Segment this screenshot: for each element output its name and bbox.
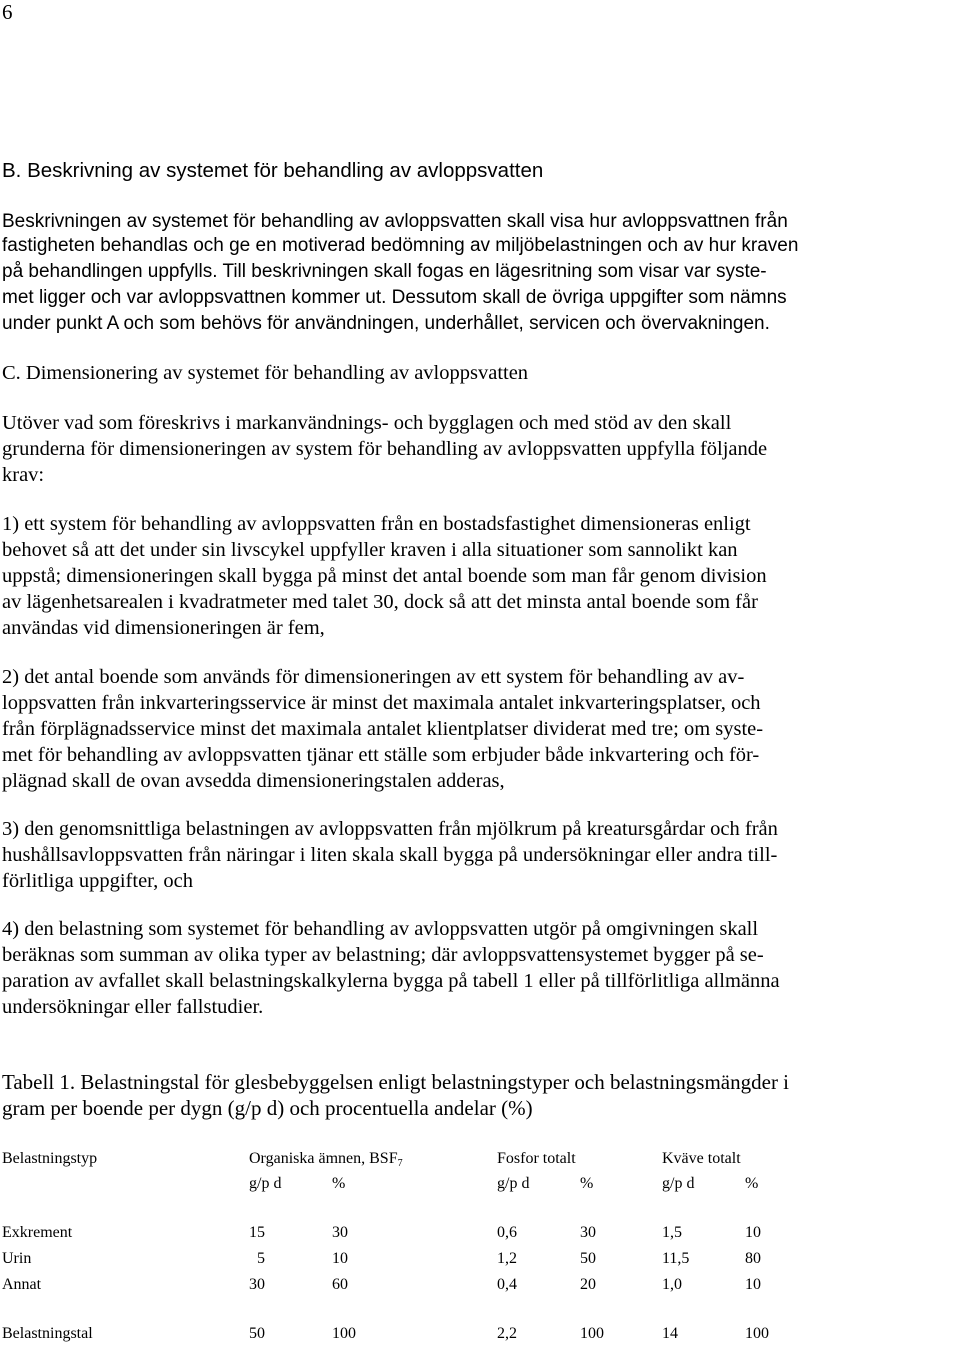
table-cell: 80 [745, 1250, 761, 1267]
section-c-intro-line: krav: [2, 464, 45, 486]
table-cell: 50 [249, 1325, 265, 1342]
table-unit: g/p d [497, 1175, 530, 1192]
table-cell: 2,2 [497, 1325, 517, 1342]
table-cell: 30 [580, 1224, 596, 1241]
table-cell: 30 [249, 1276, 265, 1293]
item-2-line: 2) det antal boende som används för dimensioneringen av ett system för behandling av av- [2, 666, 745, 688]
item-1-line: behovet så att det under sin livscykel uppfyller kraven i alla situationer som sannolikt kan [2, 539, 738, 561]
section-b-line: under punkt A och som behövs för användningen, underhållet, servicen och övervakningen. [2, 313, 770, 334]
page-number: 6 [2, 0, 13, 24]
table-caption-line: Tabell 1. Belastningstal för glesbebyggelsen enligt belastningstyper och belastningsmängder i [2, 1070, 790, 1094]
item-4-line: paration av avfallet skall belastningskalkylerna bygga på tabell 1 eller på tillförlitliga allmänna [2, 970, 780, 992]
item-2-line: met för behandling av avloppsvatten tjänar ett ställe som erbjuder både inkvartering och för- [2, 744, 760, 766]
table-header-organic [249, 1150, 403, 1169]
table-cell: 100 [580, 1325, 604, 1342]
item-3-line: hushållsavloppsvatten från näringar i liten skala skall bygga på undersökningar eller andra till- [2, 844, 778, 866]
item-1-line: användas vid dimensioneringen är fem, [2, 617, 325, 639]
table-cell: 15 [249, 1224, 265, 1241]
table-header-nitrogen: Kväve totalt [662, 1150, 741, 1167]
table-cell: 1,0 [662, 1276, 682, 1293]
section-c-intro-line: Utöver vad som föreskrivs i markanvändnings- och bygglagen och med stöd av den skall [2, 412, 732, 434]
table-cell: 50 [580, 1250, 596, 1267]
table-header-type: Belastningstyp [2, 1150, 98, 1167]
table-unit: % [745, 1175, 759, 1192]
table-cell: 100 [745, 1325, 769, 1342]
item-2-line: från förplägnadsservice minst det maximala antalet klientplatser dividerat med tre; om syste- [2, 718, 764, 740]
section-b-heading: B. Beskrivning av systemet för behandling av avloppsvatten [2, 159, 544, 182]
table-cell: 30 [332, 1224, 348, 1241]
item-4-line: undersökningar eller fallstudier. [2, 996, 264, 1018]
table-cell: 10 [745, 1224, 761, 1241]
table-cell-label: Annat [2, 1276, 42, 1293]
table-unit: % [580, 1175, 594, 1192]
item-2-line: plägnad skall de ovan avsedda dimensioneringstalen adderas, [2, 770, 505, 792]
table-cell: 0,6 [497, 1224, 517, 1241]
section-c-intro-line: grunderna för dimensioneringen av system för behandling av avloppsvatten uppfylla följande [2, 438, 768, 460]
organic-subscript: 7 [397, 1158, 403, 1169]
table-cell: 20 [580, 1276, 596, 1293]
item-3-line: 3) den genomsnittliga belastningen av avloppsvatten från mjölkrum på kreatursgårdar och från [2, 818, 778, 840]
item-1-line: av lägenhetsarealen i kvadratmeter med talet 30, dock så att det minsta antal boende som får [2, 591, 758, 613]
table-cell: 5 [257, 1250, 265, 1267]
table-cell: 100 [332, 1325, 356, 1342]
table-unit: % [332, 1175, 346, 1192]
table-caption-line: gram per boende per dygn (g/p d) och procentuella andelar (%) [2, 1096, 533, 1120]
table-cell: 10 [745, 1276, 761, 1293]
table-cell: 1,2 [497, 1250, 517, 1267]
table-unit: g/p d [662, 1175, 695, 1192]
table-cell: 0,4 [497, 1276, 517, 1293]
table-cell: 60 [332, 1276, 348, 1293]
section-b-line: met ligger och var avloppsvattnen kommer ut. Dessutom skall de övriga uppgifter som nämns [2, 287, 787, 308]
organic-label: Organiska ämnen, BSF [249, 1150, 398, 1167]
table-cell-label: Urin [2, 1250, 32, 1267]
table-cell-label: Exkrement [2, 1224, 73, 1241]
item-3-line: förlitliga uppgifter, och [2, 870, 194, 892]
item-4-line: beräknas som summan av olika typer av belastning; där avloppsvattensystemet bygger på se- [2, 944, 764, 966]
item-4-line: 4) den belastning som systemet för behandling av avloppsvatten utgör på omgivningen skall [2, 918, 759, 940]
section-b-line: Beskrivningen av systemet för behandling av avloppsvatten skall visa hur avloppsvattnen från [2, 211, 788, 232]
table-cell: 1,5 [662, 1224, 682, 1241]
table-header-phosphorus: Fosfor totalt [497, 1150, 576, 1167]
item-1-line: 1) ett system för behandling av avloppsvatten från en bostadsfastighet dimensioneras enligt [2, 513, 751, 535]
section-b-line: på behandlingen uppfylls. Till beskrivningen skall fogas en lägesritning som visar var syste- [2, 261, 767, 282]
item-1-line: uppstå; dimensioneringen skall bygga på minst det antal boende som man får genom division [2, 565, 767, 587]
table-cell: 11,5 [662, 1250, 690, 1267]
section-c-heading: C. Dimensionering av systemet för behandling av avloppsvatten [2, 362, 529, 384]
table-unit: g/p d [249, 1175, 282, 1192]
table-cell-label: Belastningstal [2, 1325, 93, 1342]
table-cell: 10 [332, 1250, 348, 1267]
section-b-line: fastigheten behandlas och ge en motiverad bedömning av miljöbelastningen och av hur kraven [2, 235, 799, 256]
item-2-line: loppsvatten från inkvarteringsservice är minst det maximala antalet inkvarteringsplatser, och [2, 692, 761, 714]
table-cell: 14 [662, 1325, 678, 1342]
